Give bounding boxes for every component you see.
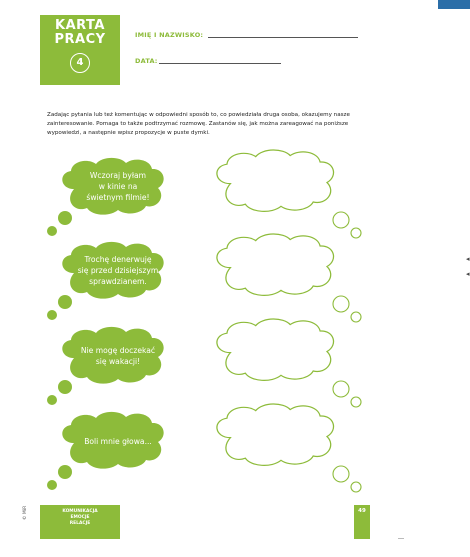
page-number: 49 bbox=[354, 505, 370, 539]
name-label: IMIĘ I NAZWISKO: bbox=[135, 31, 204, 39]
footer-label-line-1: KOMUNIKACJA bbox=[62, 509, 98, 514]
scan-mark bbox=[398, 538, 404, 539]
statement-1-line-1: Wczoraj byłam bbox=[89, 171, 147, 180]
answer-bubble-3[interactable] bbox=[217, 319, 361, 407]
answer-bubble-1[interactable] bbox=[217, 150, 361, 238]
statement-text-2 bbox=[63, 254, 173, 287]
footer-label-line-3: RELACJE bbox=[69, 521, 91, 526]
statement-2-line-1: Trochę denerwuję bbox=[84, 255, 152, 264]
copyright-text: © MiR bbox=[23, 505, 28, 520]
statement-1-line-2: w kinie na bbox=[98, 182, 138, 191]
date-label: DATA: bbox=[135, 57, 158, 65]
card-number: 4 bbox=[70, 53, 90, 73]
title-line-1: KARTA bbox=[55, 18, 105, 33]
title-line-2: PRACY bbox=[54, 32, 106, 47]
left-arrow-icon-2: ◂ bbox=[466, 270, 470, 278]
footer-label-line-2: EMOCJE bbox=[70, 515, 90, 520]
instructions-text: Zadając pytania lub też komentując w odpowiedni sposób to, co powiedziała druga osoba, okazujemy nasze zainteresowanie. Pomaga to także podtrzymać rozmowę. Zastanów się, jak można zareagować na poniższe wypowiedzi, a następnie wpisz propozycje w puste dymki. bbox=[47, 112, 350, 136]
statement-text-4 bbox=[63, 436, 173, 447]
statement-4-line-1: Boli mnie głowa... bbox=[84, 437, 152, 446]
statement-text-1 bbox=[63, 170, 173, 203]
statement-1-line-3: świetnym filmie! bbox=[86, 193, 150, 202]
answer-bubble-4[interactable] bbox=[217, 404, 361, 492]
statement-text-3 bbox=[63, 345, 173, 367]
statement-2-line-2: się przed dzisiejszym bbox=[77, 266, 159, 275]
answer-bubble-2[interactable] bbox=[217, 234, 361, 322]
footer-section-label bbox=[40, 505, 120, 539]
statement-3-line-2: się wakacji! bbox=[95, 357, 141, 366]
left-arrow-icon: ◂ bbox=[466, 255, 470, 263]
statement-2-line-3: sprawdzianem. bbox=[89, 277, 147, 286]
statement-cloud-4 bbox=[47, 412, 164, 490]
statement-3-line-1: Nie mogę doczekać bbox=[80, 346, 156, 355]
